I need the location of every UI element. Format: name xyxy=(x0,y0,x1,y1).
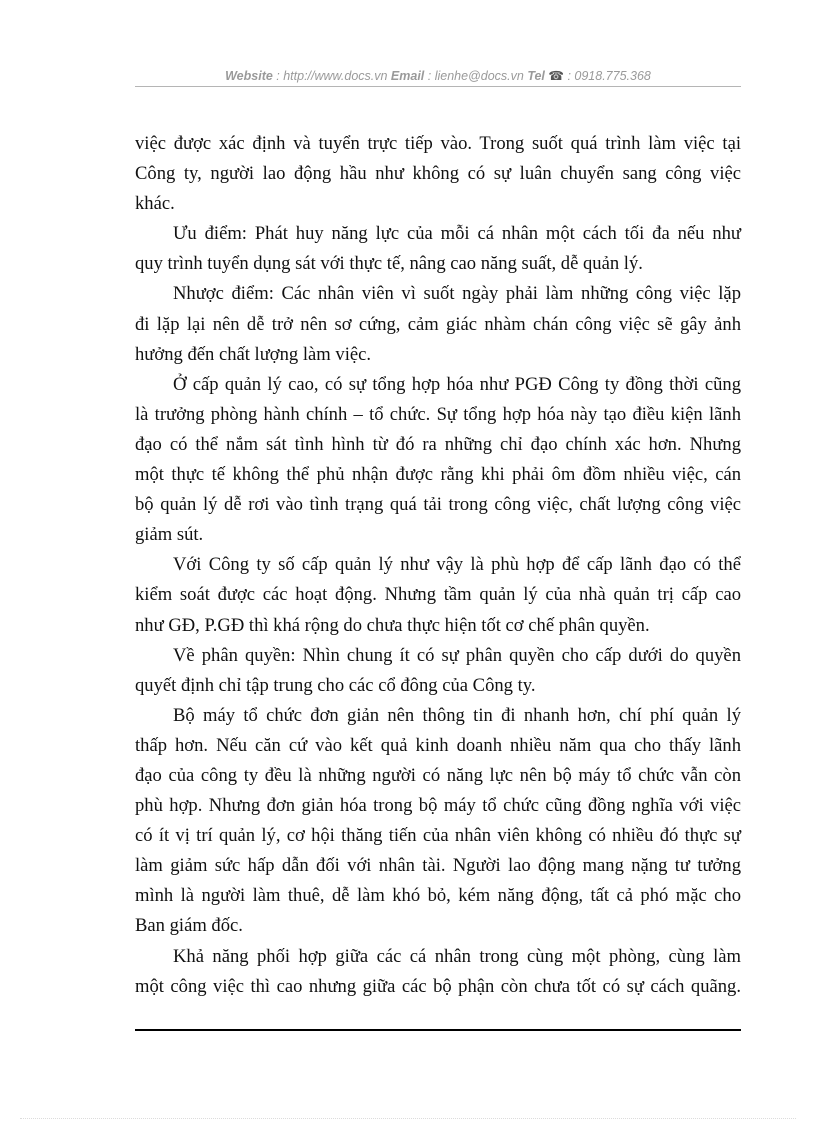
text-line: quy trình tuyển dụng sát với thực tế, nâng cao năng suất, dễ quản lý. xyxy=(135,253,643,275)
text-line: Công ty, người lao động hầu như không có sự luân chuyển sang công việc xyxy=(135,163,741,185)
tel-value: : 0918.775.368 xyxy=(563,69,651,83)
text-line: kiểm soát được các hoạt động. Nhưng tầm quản lý của nhà quản trị cấp cao xyxy=(135,584,741,606)
phone-icon: ☎ xyxy=(548,69,564,83)
text-line: mình là người làm thuê, dễ làm khó bỏ, kém năng động, tất cả phó mặc cho xyxy=(135,885,741,907)
text-line: làm giảm sức hấp dẫn đối với nhân tài. Người lao động mang nặng tư tưởng xyxy=(135,855,741,877)
text-line: khác. xyxy=(135,193,175,215)
document-body xyxy=(135,129,741,1002)
text-line: Ở cấp quản lý cao, có sự tổng hợp hóa như PGĐ Công ty đồng thời cũng xyxy=(173,373,741,395)
text-line: giảm sút. xyxy=(135,524,204,546)
text-line: hưởng đến chất lượng làm việc. xyxy=(135,343,372,365)
page-edge-dots xyxy=(20,1118,796,1119)
footer-divider xyxy=(135,1029,741,1031)
text-line: Với Công ty số cấp quản lý như vậy là phù hợp để cấp lãnh đạo có thể xyxy=(173,554,741,576)
text-line: Về phân quyền: Nhìn chung ít có sự phân quyền cho cấp dưới do quyền xyxy=(173,644,741,666)
text-line: Bộ máy tổ chức đơn giản nên thông tin đi nhanh hơn, chí phí quản lý xyxy=(173,704,741,726)
text-line: một thực tế không thể phủ nhận được rằng khi phải ôm đồm nhiều việc, cán xyxy=(135,464,741,486)
text-line: Khả năng phối hợp giữa các cá nhân trong cùng một phòng, cùng làm xyxy=(173,945,741,967)
website-label: Website xyxy=(225,69,273,83)
text-line: đạo của công ty đều là những người có năng lực nên bộ máy tổ chức vẫn còn xyxy=(135,764,741,786)
header-divider xyxy=(135,86,741,87)
text-line: phù hợp. Nhưng đơn giản hóa trong bộ máy tổ chức cũng đồng nghĩa với việc xyxy=(135,795,741,817)
page-header xyxy=(135,68,741,83)
text-line: là trưởng phòng hành chính – tổ chức. Sự tổng hợp hóa này tạo điều kiện lãnh xyxy=(135,403,741,425)
email-value: : lienhe@docs.vn xyxy=(424,69,528,83)
text-line: quyết định chỉ tập trung cho các cổ đông của Công ty. xyxy=(135,674,536,696)
text-line: Ban giám đốc. xyxy=(135,915,243,937)
text-line: một công việc thì cao nhưng giữa các bộ phận còn chưa tốt có sự cách quãng. xyxy=(135,975,741,997)
website-value: : http://www.docs.vn xyxy=(272,69,391,83)
text-line: Nhược điểm: Các nhân viên vì suốt ngày phải làm những công việc lặp xyxy=(173,283,741,305)
text-line: đi lặp lại nên dễ trở nên sơ cứng, cảm giác nhàm chán công việc sẽ gây ảnh xyxy=(135,313,741,335)
text-line: Ưu điểm: Phát huy năng lực của mỗi cá nhân một cách tối đa nếu như xyxy=(173,223,741,245)
email-label: Email xyxy=(390,69,425,83)
text-line: bộ quản lý dễ rơi vào tình trạng quá tải trong công việc, chất lượng công việc xyxy=(135,494,741,516)
text-line: thấp hơn. Nếu căn cứ vào kết quả kinh doanh nhiều năm qua cho thấy lãnh xyxy=(135,734,741,756)
text-line: như GĐ, P.GĐ thì khá rộng do chưa thực hiện tốt cơ chế phân quyền. xyxy=(135,614,650,636)
text-line: đạo có thể nắm sát tình hình từ đó ra những chỉ đạo chính xác hơn. Nhưng xyxy=(135,433,741,455)
text-line: việc được xác định và tuyển trực tiếp vào. Trong suốt quá trình làm việc tại xyxy=(135,133,741,154)
text-line: có ít vị trí quản lý, cơ hội thăng tiến của nhân viên không có nhiều đó thực sự xyxy=(135,825,741,847)
tel-label: Tel xyxy=(527,69,545,83)
